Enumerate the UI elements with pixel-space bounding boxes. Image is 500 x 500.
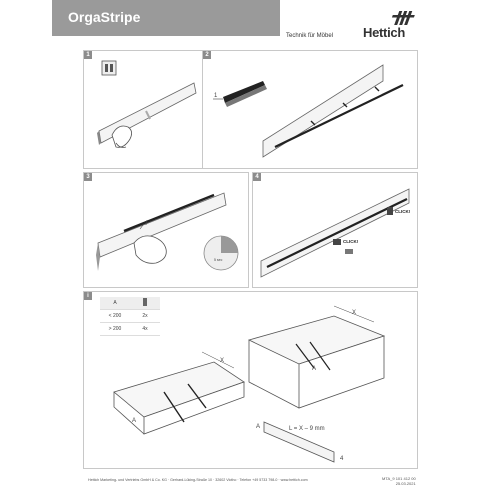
info-badge: i [84,292,92,300]
footer-address: Hettich Marketing- und Vertriebs GmbH & Co. KG · Gerhard-Lüking-Straße 10 · 32602 Vlotho · Telefon +49 5733 798-0 · www.hettich.com [88,478,308,482]
click-label-1: CLICK! [395,209,411,214]
table-header-a: A [100,297,130,310]
svg-text:1: 1 [214,93,218,99]
strip-clip-icon [141,297,149,307]
step-badge: 1 [84,51,92,59]
length-table [100,297,160,336]
step-badge: 2 [203,51,211,59]
page-title: OrgaStripe [68,9,141,25]
dim-a-left: A [132,418,137,424]
brand-logo-text: Hettich [363,25,405,40]
dim-a-strip: A [256,424,261,430]
timer-label: 5 sec [214,258,223,262]
brand-tagline: Technik für Möbel [286,33,334,39]
step-2-panel [202,50,418,169]
step-1-panel [83,50,203,169]
step-2-illustration [203,51,417,168]
step-1-illustration [84,51,202,168]
dim-x-left: X [220,358,225,364]
table-row: > 200 4x [100,323,160,336]
step-4-panel [252,172,418,288]
click-label-2: CLICK! [343,239,359,244]
step-badge: 4 [253,173,261,181]
dim-a-right: A [312,366,317,372]
document-number: MTA_9 101 412 00 25.03.2021 [382,476,416,486]
table-row: < 200 2x [100,310,160,323]
step-3-illustration [84,173,248,287]
step-4-illustration [253,173,417,287]
dim-x-right: X [352,310,357,316]
table-header-icon [130,297,160,310]
step-badge: 3 [84,173,92,181]
dim-4: 4 [340,456,344,462]
step-3-panel [83,172,249,288]
length-formula: L = X – 9 mm [289,426,325,432]
